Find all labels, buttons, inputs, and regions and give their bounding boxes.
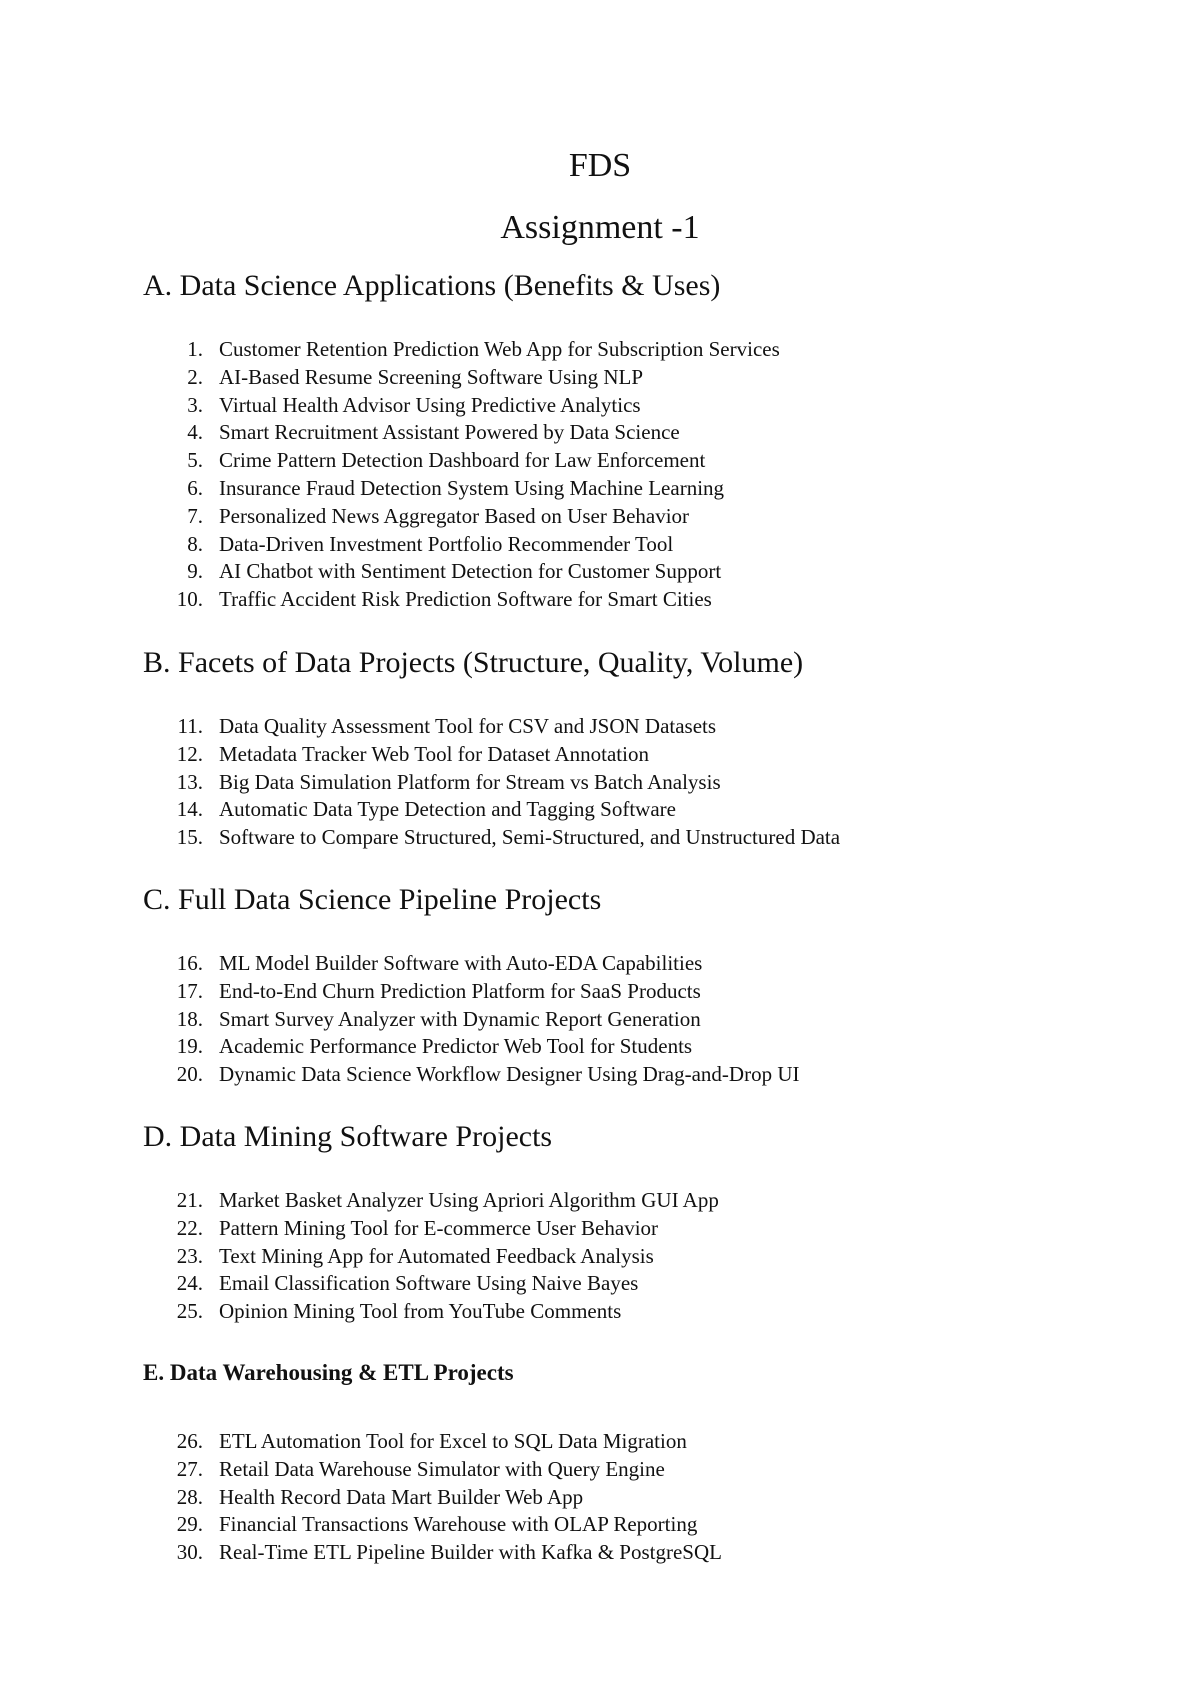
list-item <box>143 447 1143 475</box>
item-text: Customer Retention Prediction Web App for Subscription Services <box>219 337 780 361</box>
section-heading: E. Data Warehousing & ETL Projects <box>143 1360 514 1385</box>
item-text: Dynamic Data Science Workflow Designer Using Drag-and-Drop UI <box>219 1062 800 1087</box>
item-text: Opinion Mining Tool from YouTube Comments <box>219 1299 622 1324</box>
item-text: Big Data Simulation Platform for Stream vs Batch Analysis <box>219 769 721 794</box>
document-title: FDS <box>568 147 632 184</box>
item-text: ETL Automation Tool for Excel to SQL Data Migration <box>219 1429 687 1453</box>
list-item <box>143 1033 1143 1061</box>
section-a <box>143 268 1143 614</box>
section-heading: D. Data Mining Software Projects <box>143 1120 553 1153</box>
item-text: Market Basket Analyzer Using Apriori Algorithm GUI App <box>219 1188 719 1212</box>
item-text: Email Classification Software Using Naive Bayes <box>219 1271 639 1296</box>
item-number: 10. <box>176 587 203 612</box>
item-number: 22. <box>176 1215 203 1240</box>
item-text: Pattern Mining Tool for E-commerce User Behavior <box>219 1215 659 1240</box>
list-item <box>143 392 1143 420</box>
item-text: End-to-End Churn Prediction Platform for SaaS Products <box>219 978 701 1003</box>
project-list <box>143 336 1143 614</box>
project-list <box>143 950 1143 1089</box>
item-number: 25. <box>176 1299 203 1324</box>
item-text: Personalized News Aggregator Based on User Behavior <box>219 503 690 528</box>
project-list <box>143 713 1143 852</box>
item-number: 19. <box>176 1034 203 1059</box>
list-item <box>143 1006 1143 1034</box>
list-item <box>143 1511 1143 1539</box>
list-item <box>143 1484 1143 1512</box>
item-number: 1. <box>187 337 203 361</box>
list-item <box>143 824 1143 852</box>
section-heading: B. Facets of Data Projects (Structure, Quality, Volume) <box>143 646 804 679</box>
item-text: Metadata Tracker Web Tool for Dataset Annotation <box>219 741 649 766</box>
item-text: ML Model Builder Software with Auto-EDA Capabilities <box>219 951 703 975</box>
item-text: Financial Transactions Warehouse with OLAP Reporting <box>219 1512 698 1537</box>
item-number: 12. <box>176 741 203 766</box>
item-number: 8. <box>187 531 203 556</box>
item-number: 13. <box>176 769 203 794</box>
item-text: Health Record Data Mart Builder Web App <box>219 1484 584 1509</box>
item-number: 28. <box>176 1484 203 1509</box>
item-text: Virtual Health Advisor Using Predictive Analytics <box>219 392 641 417</box>
item-number: 30. <box>176 1540 203 1565</box>
list-item <box>143 950 1143 978</box>
list-item <box>143 978 1143 1006</box>
item-number: 2. <box>187 364 203 389</box>
item-text: Automatic Data Type Detection and Tagging Software <box>219 797 676 822</box>
item-number: 23. <box>176 1243 203 1268</box>
list-item <box>143 1456 1143 1484</box>
list-item <box>143 796 1143 824</box>
list-item <box>143 558 1143 586</box>
list-item <box>143 475 1143 503</box>
item-text: AI-Based Resume Screening Software Using NLP <box>219 364 643 389</box>
item-number: 11. <box>177 714 203 738</box>
list-item <box>143 1243 1143 1271</box>
item-number: 24. <box>176 1271 203 1296</box>
list-item <box>143 1270 1143 1298</box>
list-item <box>143 769 1143 797</box>
section-e <box>143 1358 1143 1567</box>
item-number: 14. <box>176 797 203 822</box>
list-item <box>143 713 1143 741</box>
list-item <box>143 1215 1143 1243</box>
item-text: Retail Data Warehouse Simulator with Query Engine <box>219 1456 665 1481</box>
list-item <box>143 419 1143 447</box>
item-text: AI Chatbot with Sentiment Detection for Customer Support <box>219 559 722 584</box>
list-item <box>143 1428 1143 1456</box>
item-text: Traffic Accident Risk Prediction Software for Smart Cities <box>219 587 712 612</box>
list-item <box>143 1187 1143 1215</box>
list-item <box>143 1061 1143 1089</box>
item-number: 9. <box>187 559 203 584</box>
item-text: Smart Recruitment Assistant Powered by Data Science <box>219 420 680 445</box>
list-item <box>143 586 1143 614</box>
item-number: 5. <box>187 448 203 473</box>
item-number: 18. <box>176 1006 203 1031</box>
item-number: 17. <box>176 978 203 1003</box>
item-number: 27. <box>176 1456 203 1481</box>
item-number: 20. <box>176 1062 203 1087</box>
list-item <box>143 364 1143 392</box>
item-number: 4. <box>187 420 203 445</box>
item-text: Insurance Fraud Detection System Using Machine Learning <box>219 475 725 500</box>
item-number: 26. <box>176 1429 203 1453</box>
list-item <box>143 503 1143 531</box>
section-c <box>143 882 1143 1089</box>
item-text: Smart Survey Analyzer with Dynamic Report Generation <box>219 1006 701 1031</box>
item-text: Text Mining App for Automated Feedback Analysis <box>219 1243 654 1268</box>
item-number: 3. <box>187 392 203 417</box>
item-text: Academic Performance Predictor Web Tool for Students <box>219 1034 693 1059</box>
item-number: 21. <box>176 1188 203 1212</box>
item-text: Data Quality Assessment Tool for CSV and JSON Datasets <box>219 714 717 738</box>
list-item <box>143 1539 1143 1567</box>
item-number: 15. <box>176 825 203 850</box>
section-heading: C. Full Data Science Pipeline Projects <box>143 883 602 916</box>
list-item <box>143 336 1143 364</box>
item-number: 6. <box>187 475 203 500</box>
document-subtitle: Assignment -1 <box>500 209 700 246</box>
item-number: 7. <box>187 503 203 528</box>
list-item <box>143 741 1143 769</box>
item-text: Data-Driven Investment Portfolio Recommender Tool <box>219 531 674 556</box>
list-item <box>143 531 1143 559</box>
item-number: 29. <box>176 1512 203 1537</box>
item-text: Crime Pattern Detection Dashboard for Law Enforcement <box>219 448 706 473</box>
project-list <box>143 1187 1143 1326</box>
section-heading: A. Data Science Applications (Benefits & Uses) <box>143 269 721 302</box>
project-list <box>143 1428 1143 1567</box>
item-text: Software to Compare Structured, Semi-Structured, and Unstructured Data <box>219 825 841 850</box>
section-b <box>143 645 1143 852</box>
section-d <box>143 1119 1143 1326</box>
item-text: Real-Time ETL Pipeline Builder with Kafka & PostgreSQL <box>219 1540 722 1565</box>
item-number: 16. <box>176 951 203 975</box>
list-item <box>143 1298 1143 1326</box>
